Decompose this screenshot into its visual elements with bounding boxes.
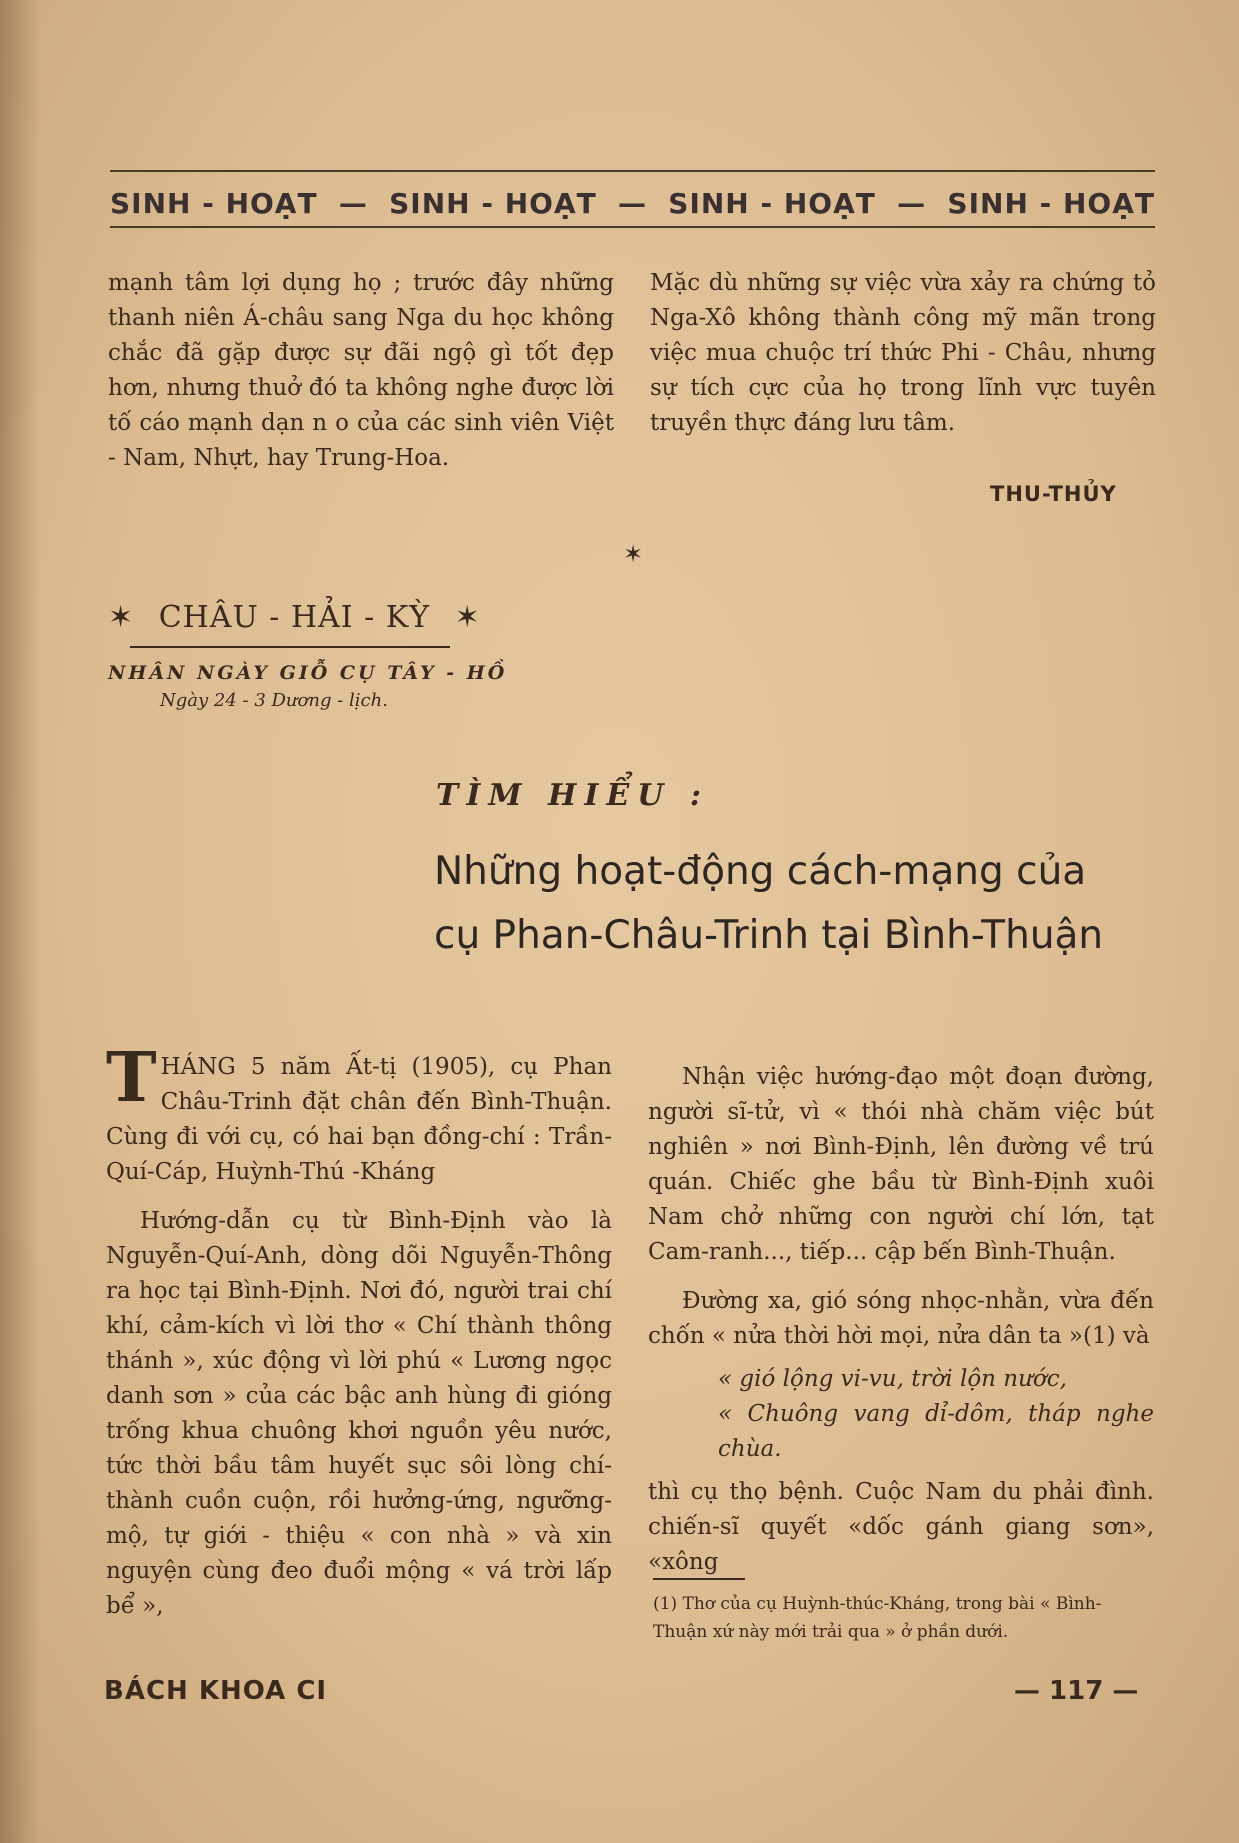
- article-paragraph: [106, 1038, 612, 1190]
- top-left-column: [108, 266, 614, 476]
- header-bottom-rule: [110, 226, 1155, 228]
- header-section: SINH - HOẠT: [947, 186, 1155, 220]
- article-paragraph: Đường xa, gió sóng nhọc-nhằn, vừa đến chốn « nửa thời hời mọi, nửa dân ta »(1) và: [648, 1288, 1154, 1349]
- article-right-column: [648, 1060, 1154, 1580]
- poem-dedication: NHÂN NGÀY GIỖ CỤ TÂY - HỒ: [108, 662, 508, 684]
- footnote: (1) Thơ của cụ Huỳnh-thúc-Kháng, trong bài « Bình-Thuận xứ này mới trải qua » ở phần dưới.: [653, 1594, 1102, 1642]
- poem-title-rule: [130, 646, 450, 648]
- article-paragraph: thì cụ thọ bệnh. Cuộc Nam du phải đình. chiến-sĩ quyết «dốc gánh giang sơn», «xông: [648, 1479, 1154, 1575]
- top-left-paragraph: mạnh tâm lợi dụng họ ; trước đây những thanh niên Á-châu sang Nga du học không chắc đã gặp được sự đãi ngộ gì tốt đẹp hơn, nhưng thuở đó ta không nghe được lời tố cáo mạnh dạn n o của các sinh viên Việt - Nam, Nhựt, hay Trung-Hoa.: [108, 270, 614, 471]
- poem-quote-line: « gió lộng vi-vu, trời lộn nước,: [718, 1366, 1067, 1392]
- footer-publication: BÁCH KHOA CI: [104, 1676, 328, 1706]
- header-separator: —: [338, 186, 368, 220]
- article-paragraph: Nhận việc hướng-đạo một đoạn đường, người sĩ-tử, vì « thói nhà chăm việc bút nghiên » nơi Bình-Định, lên đường về trú quán. Chiếc ghe bầu từ Bình-Định xuôi Nam chở những con người chí lớn, tạt Cam-ranh..., tiếp... cập bến Bình-Thuận.: [648, 1064, 1154, 1265]
- author-signature: THU-THỦY: [990, 482, 1117, 506]
- header-separator: —: [897, 186, 927, 220]
- headline-line-2: cụ Phan-Châu-Trinh tại Bình-Thuận: [434, 913, 1104, 958]
- header-section: SINH - HOẠT: [389, 186, 597, 220]
- drop-cap: T: [106, 1038, 157, 1118]
- poem-date: Ngày 24 - 3 Dương - lịch.: [160, 690, 388, 711]
- top-right-column: [650, 266, 1156, 441]
- poem-title-row: [108, 600, 481, 635]
- article-kicker: TÌM HIỂU :: [436, 778, 709, 813]
- running-header: [110, 180, 1155, 226]
- section-star-icon: ✶: [623, 540, 644, 568]
- headline-line-1: Những hoạt-động cách-mạng của: [434, 849, 1087, 894]
- poem-title: CHÂU - HẢI - KỲ: [158, 600, 431, 635]
- page-number: — 117 —: [1014, 1676, 1139, 1706]
- header-section: SINH - HOẠT: [110, 186, 318, 220]
- header-separator: —: [618, 186, 647, 220]
- header-section: SINH - HOẠT: [668, 186, 876, 220]
- poem-quote-line: « Chuông vang dỉ-dôm, tháp nghe chùa.: [718, 1401, 1154, 1462]
- footnote-rule: [653, 1578, 745, 1580]
- page-edge-shadow: [0, 0, 40, 1843]
- star-icon: ✶: [454, 600, 481, 635]
- article-headline: [434, 840, 1174, 968]
- article-paragraph: Hướng-dẫn cụ từ Bình-Định vào là Nguyễn-Quí-Anh, dòng dõi Nguyễn-Thông ra học tại Bình-Định. Nơi đó, người trai chí khí, cảm-kích vì lời thơ « Chí thành thông thánh », xúc động vì lời phú « Lương ngọc danh sơn » của các bậc anh hùng đi gióng trống khua chuông khơi nguồn yêu nước, tức thời bầu tâm huyết sục sôi lòng chí-thành cuồn cuộn, rồi hưởng-ứng, ngưỡng-mộ, tự giới - thiệu « con nhà » và xin nguyện cùng đeo đuổi mộng « vá trời lấp bể »,: [106, 1208, 612, 1619]
- top-right-paragraph: Mặc dù những sự việc vừa xảy ra chứng tỏ Nga-Xô không thành công mỹ mãn trong việc mua chuộc trí thức Phi - Châu, nhưng sự tích cực của họ trong lĩnh vực tuyên truyền thực đáng lưu tâm.: [650, 270, 1156, 436]
- paragraph-text: HÁNG 5 năm Ất-tị (1905), cụ Phan Châu-Trinh đặt chân đến Bình-Thuận. Cùng đi với cụ, có hai bạn đồng-chí : Trần-Quí-Cáp, Huỳnh-Thú -Kháng: [106, 1054, 612, 1185]
- article-left-column: [106, 1038, 612, 1624]
- header-top-rule: [110, 170, 1155, 172]
- star-icon: ✶: [108, 600, 135, 635]
